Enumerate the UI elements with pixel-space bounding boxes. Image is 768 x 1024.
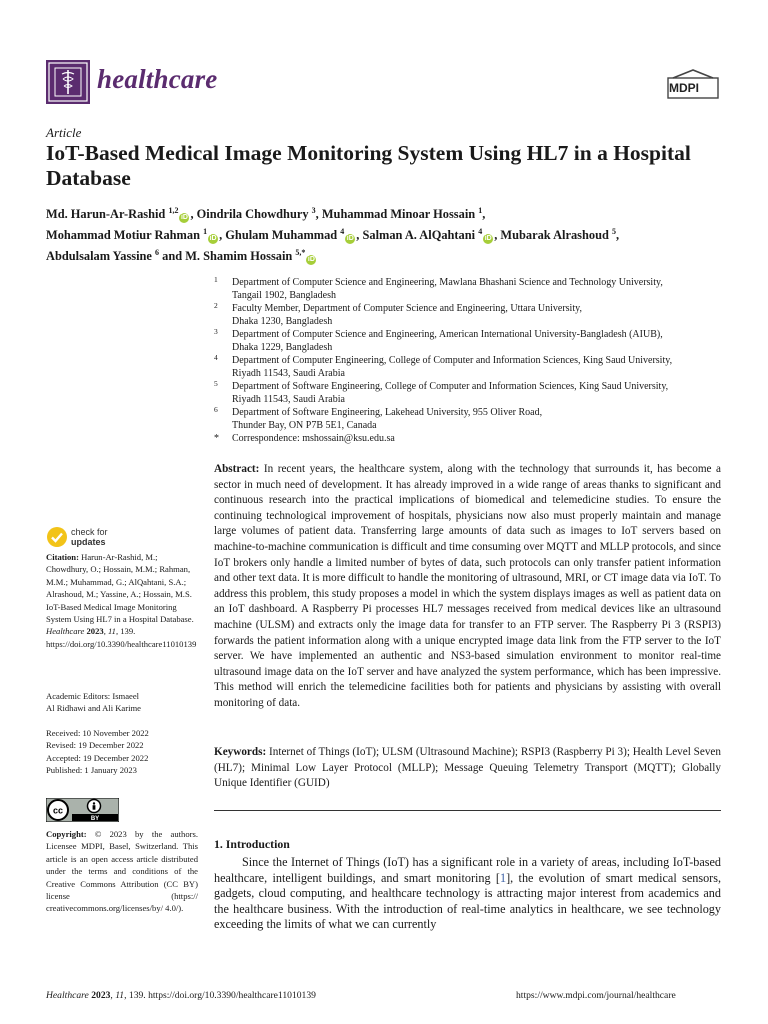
author-name: Md. Harun-Ar-Rashid (46, 207, 166, 222)
affiliation-number: 6 (214, 405, 218, 414)
section-divider (214, 810, 721, 811)
intro-text-end: ], the evolution of smart medical sensors, gadgets, cloud computing, and healthcare technology is attracting major interest from academics and the healthcare business. With the introduction of real-time analytics in healthcare, we see technology exceeding the limits of what we can currently (214, 870, 722, 932)
author-name: Oindrila Chowdhury (196, 207, 309, 222)
citation-label: Citation: (46, 552, 79, 562)
received-date: Received: 10 November 2022 (46, 728, 149, 738)
affiliation-line: Department of Software Engineering, Lakehead University, 955 Oliver Road, (232, 407, 543, 418)
section-heading: 1. Introduction (214, 837, 290, 851)
affiliation-line: Department of Computer Science and Engineering, Mawlana Bhashani Science and Technology University, (232, 277, 663, 288)
affiliation-line: Department of Computer Engineering, College of Computer and Information Sciences, King Saud University, (232, 355, 673, 366)
copyright-block (46, 828, 198, 915)
author-affiliation-mark: 4 (478, 227, 483, 237)
cc-by-license-icon[interactable] (46, 798, 119, 822)
intro-text-start: Since the Internet of Things (IoT) has a significant role in a variety of areas, including IoT-based healthcare, intelligent buildings, and smart monitoring [ (214, 855, 721, 885)
affiliation-number: 1 (214, 275, 218, 284)
author-name: M. Shamim Hossain (185, 249, 293, 264)
footer-citation: Healthcare 2023, 11, 139. https://doi.org/10.3390/healthcare11010139 (46, 990, 316, 1001)
affiliation-line: Thunder Bay, ON P7B 5E1, Canada (232, 420, 377, 431)
affiliation-line: Correspondence: mshossain@ksu.edu.sa (232, 433, 395, 444)
affiliation-line: Faculty Member, Department of Computer Science and Engineering, Uttara University, (232, 303, 582, 314)
abstract-text: In recent years, the healthcare system, along with the technology that surrounds it, has become a sector in much need of development. It has already improved in a wide range of areas thanks to significant and continuous research into the practical implications of biomedical and telemedicine studies. To ensure the continuing technological improvement of hospitals, physicians now also must properly maintain and manage large volumes of patient data. Transferring large amounts of data such as images to IoT servers based on machine-to-machine communication is difficult and time consuming over MQTT and MLLP protocols, and since IoT brokers only handle a limited number of bytes of data, such protocols can only transfer patient information and other text data. It is more difficult to handle the monitoring of ultrasound, MRI, or CT image data via IoT. To address this problem, this study proposes a model in which the system displays images as well as patient data on an IoT dashboard. A Raspberry Pi processes HL7 messages received from medical devices like an ultrasound machine (ULSM) and extracts only the image data for transfer to an FTP server. The Raspberry Pi 3 (RSPI3) forwards the patient information along with a unique encrypted image data link from the FTP server to the IoT server. We have implemented an authentic and NS3-based simulation environment to monitor real-time ultrasound image data on the IoT server and have analyzed the system performance, which has been impressive. This method will enrich the telemedicine facilities both for patients and physicians by assisting with overall monitoring of data. (214, 463, 722, 709)
citation-doi[interactable]: , 139. https://doi.org/10.3390/healthcare11010139 (46, 626, 197, 649)
citation-block: Citation: Harun-Ar-Rashid, M.; Chowdhury, O.; Hossain, M.M.; Rahman, M.M.; Muhammad, G.; AlQahtani, S.A.; Alrashoud, M.; Yassine, A.; Hossain, M.S. IoT-Based Medical Image Monitoring System Using HL7 in a Hospital Database. Healthcare 2023, 11, 139. https://doi.org/10.3390/healthcare11010139 (46, 552, 197, 649)
intro-paragraph (214, 855, 721, 933)
footer-volume: 11 (115, 990, 125, 1001)
citation-link[interactable]: 1 (500, 870, 507, 885)
affiliation-line: Riyadh 11543, Saudi Arabia (232, 368, 345, 379)
editors-label: Academic Editors: Ismaeel (46, 691, 140, 701)
orcid-icon[interactable]: iD (484, 235, 492, 243)
article-type: Article (46, 125, 82, 140)
affiliation-line: Dhaka 1229, Bangladesh (232, 342, 333, 353)
academic-editors (46, 690, 198, 715)
citation-text: Harun-Ar-Rashid, M.; Chowdhury, O.; Hossain, M.M.; Rahman, M.M.; Muhammad, G.; AlQahtani, S.A.; Alrashoud, M.; Yassine, A.; Hossain, M.S. IoT-Based Medical Image Monitoring System Using HL7 in a Hospital Database. (46, 552, 194, 625)
affiliation-number: 2 (214, 301, 218, 310)
author-list: Md. Harun-Ar-Rashid $^{1,2}$iD , Oindrila Chowdhury $^3$, Muhammad Minoar Hossain $^1$, Mohammad Motiur Rahman $^1$iD , Ghulam Muhammad $^4$iD , Salman A. AlQahtani $^4$iD , Mubarak Alrashoud $^5$, Abdulsalam Yassine $^6$ and M. Shamim Hossain $^{5,*}$iD (46, 206, 620, 264)
journal-logo (46, 60, 90, 104)
orcid-icon[interactable]: iD (180, 214, 188, 222)
author-name: Mubarak Alrashoud (500, 228, 609, 243)
affiliation-item (214, 328, 724, 354)
footer-journal: Healthcare (46, 990, 89, 1001)
footer-journal-url[interactable]: https://www.mdpi.com/journal/healthcare (516, 990, 676, 1001)
affiliation-number: 4 (214, 353, 218, 362)
keywords-text: Internet of Things (IoT); ULSM (Ultrasound Machine); RSPI3 (Raspberry Pi 3); Health Level Seven (HL7); Minimal Low Layer Protocol (MLLP); Message Queuing Telemetry Transport (MQTT); Globally Unique Identifier (GUID) (214, 746, 721, 790)
check-updates-label-bold[interactable]: updates (71, 537, 106, 547)
check-updates-label[interactable]: check for (71, 527, 108, 537)
author-affiliation-mark: 1,2 (168, 206, 179, 215)
affiliation-line: Department of Software Engineering, College of Computer and Information Sciences, King Saud University, (232, 381, 669, 392)
author-affiliation-mark: 5 (611, 227, 616, 237)
author-affiliation-mark: 5,* (295, 248, 306, 258)
author-name: Mohammad Motiur Rahman (46, 228, 200, 243)
affiliation-line: Riyadh 11543, Saudi Arabia (232, 394, 345, 405)
affiliation-item (214, 406, 724, 432)
cc-text: cc (52, 805, 64, 816)
author-affiliation-mark: 4 (340, 227, 345, 237)
keywords-label: Keywords: (214, 746, 267, 758)
accepted-date: Accepted: 19 December 2022 (46, 752, 149, 763)
author-affiliation-mark: 1 (478, 206, 483, 215)
affiliation-item (214, 432, 724, 445)
journal-name: healthcare (97, 64, 218, 94)
author-affiliation-mark: 1 (203, 227, 208, 237)
affiliation-line: Dhaka 1230, Bangladesh (232, 316, 333, 327)
caduceus-icon (46, 60, 90, 104)
author-affiliation-mark: 3 (311, 206, 316, 215)
editors-names: Al Ridhawi and Ali Karime (46, 703, 141, 714)
author-affiliation-mark: 6 (155, 248, 160, 258)
affiliation-item (214, 276, 724, 302)
paper-title: IoT-Based Medical Image Monitoring System Using HL7 in a Hospital Database (46, 141, 691, 190)
affiliation-item (214, 354, 724, 380)
affiliation-item (214, 302, 724, 328)
affiliation-list (214, 276, 724, 445)
orcid-icon[interactable]: iD (307, 256, 315, 264)
copyright-text: © 2023 by the authors. Licensee MDPI, Basel, Switzerland. This article is an open access article distributed under the terms and conditions of the Creative Commons Attribution (CC BY) license (https:// creativecommons.org/licenses/by/ 4.0/). (46, 829, 198, 914)
by-text: BY (90, 816, 100, 822)
author-name: Ghulam Muhammad (225, 228, 338, 243)
citation-volume: 11 (107, 626, 116, 637)
copyright-label: Copyright: (46, 829, 87, 839)
affiliation-line: Tangail 1902, Bangladesh (232, 290, 336, 301)
abstract (214, 462, 721, 712)
citation-journal: Healthcare (46, 626, 85, 637)
footer-year: 2023 (91, 990, 111, 1001)
orcid-icon[interactable]: iD (346, 235, 354, 243)
publisher-name: MDPI (669, 81, 699, 95)
affiliation-number: * (214, 433, 219, 444)
published-date: Published: 1 January 2023 (46, 765, 137, 776)
affiliation-number: 5 (214, 379, 218, 388)
dates-block (46, 727, 198, 777)
citation-year: 2023 (86, 626, 104, 637)
affiliation-item (214, 380, 724, 406)
author-name: Abdulsalam Yassine (46, 249, 152, 264)
revised-date: Revised: 19 December 2022 (46, 740, 144, 751)
affiliation-number: 3 (214, 327, 218, 336)
abstract-label: Abstract: (214, 463, 260, 475)
check-for-updates-icon[interactable] (46, 526, 68, 548)
author-name: Muhammad Minoar Hossain (321, 207, 476, 222)
affiliation-line: Department of Computer Science and Engineering, American International University-Bangladesh (AIUB), (232, 329, 663, 340)
keywords (214, 745, 721, 792)
orcid-icon[interactable]: iD (209, 235, 217, 243)
author-name: Salman A. AlQahtani (362, 228, 476, 243)
footer-doi[interactable]: , 139. https://doi.org/10.3390/healthcare11010139 (124, 990, 316, 1001)
